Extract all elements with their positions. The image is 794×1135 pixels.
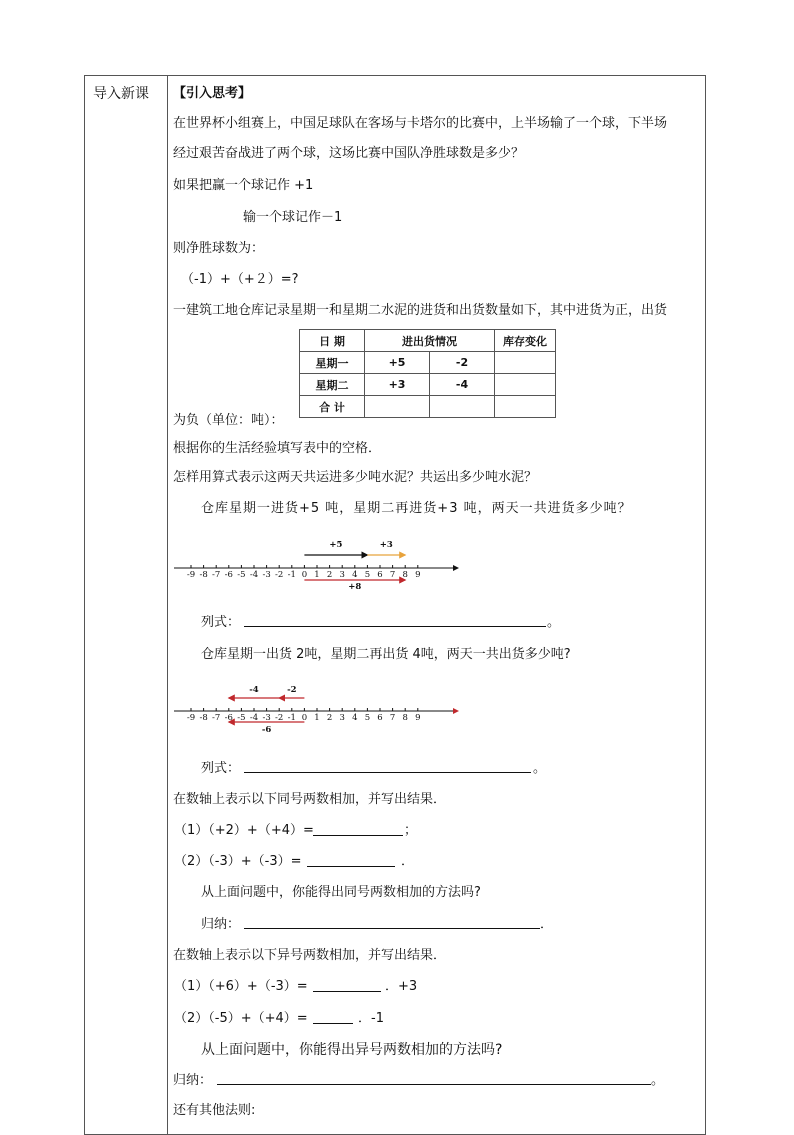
table-cell: [365, 396, 430, 418]
tick-label: 7: [389, 570, 396, 580]
question-1-end: ；: [404, 823, 418, 838]
arrow-plus3-label: +3: [379, 540, 393, 550]
table-cell: +3: [365, 374, 430, 396]
tick-label: 5: [364, 713, 371, 723]
lesson-table: [84, 75, 706, 1135]
paragraph-12: 在数轴上表示以下同号两数相加，并写出结果．: [173, 792, 447, 807]
tick-label: -3: [262, 570, 271, 580]
tick-label: -9: [186, 713, 196, 723]
tick-label: -1: [287, 713, 296, 723]
tick-label: 1: [314, 570, 320, 580]
table-cell: [495, 352, 556, 374]
left-cell-label: 导入新课: [93, 86, 149, 102]
tick-label: -6: [224, 713, 233, 723]
tick-label: 7: [389, 713, 396, 723]
arrow-plus5-label: +5: [329, 540, 343, 550]
tick-label: -6: [224, 570, 233, 580]
table-cell: [430, 396, 495, 418]
question-2-end: ．: [401, 854, 415, 869]
tick-label: -7: [212, 570, 221, 580]
question-4: （2）（-5）+（+4）=: [174, 1011, 308, 1026]
tick-label: 6: [377, 570, 383, 580]
number-line-2: [170, 682, 470, 742]
tick-label: 4: [352, 713, 358, 723]
tick-label: -2: [275, 570, 284, 580]
tick-label: 0: [301, 570, 308, 580]
arrow-minus2-label: -2: [287, 685, 297, 695]
summary-2-end: 。: [651, 1073, 665, 1088]
tick-label: 4: [352, 570, 358, 580]
tick-label: 6: [377, 713, 383, 723]
table-cell: -2: [430, 352, 495, 374]
tick-label: 5: [364, 570, 371, 580]
table-header-flow: 进出货情况: [365, 330, 495, 352]
question-1-blank[interactable]: [313, 823, 403, 836]
paragraph-1-line-2: 经过艰苦奋战进了两个球，这场比赛中国队净胜球数是多少？: [173, 146, 525, 161]
tick-label: -3: [262, 713, 271, 723]
tick-label: 2: [326, 713, 333, 723]
tick-label: 9: [415, 570, 421, 580]
summary-1-blank[interactable]: [244, 916, 540, 929]
heading: 【引入思考】: [173, 86, 252, 101]
table-cell: [495, 396, 556, 418]
summary-1-label: 归纳：: [201, 917, 241, 932]
question-4-end: ．-1: [358, 1011, 384, 1026]
table-cell: +5: [365, 352, 430, 374]
formula-1-blank[interactable]: [244, 614, 546, 627]
question-2: （2）（-3）+（-3）=: [174, 854, 302, 869]
paragraph-4: 则净胜球数为：: [173, 241, 265, 256]
question-2-blank[interactable]: [307, 854, 395, 867]
formula-1-end: 。: [547, 615, 561, 630]
summary-2-label: 归纳：: [173, 1073, 213, 1088]
paragraph-16: 还有其他法则:: [173, 1103, 256, 1118]
paragraph-8: 根据你的生活经验填写表中的空格．: [173, 441, 382, 456]
formula-1-label: 列式：: [201, 615, 241, 630]
formula-2-label: 列式：: [201, 761, 241, 776]
paragraph-9: 怎样用算式表示这两天共运进多少吨水泥？共运出多少吨水泥？: [173, 470, 538, 485]
question-3: （1）（+6）+（-3）=: [174, 979, 308, 994]
tick-label: -4: [249, 570, 259, 580]
table-cell: 星期一: [300, 352, 365, 374]
formula-2-end: 。: [533, 761, 547, 776]
formula-2-blank[interactable]: [244, 760, 531, 773]
paragraph-14: 在数轴上表示以下异号两数相加，并写出结果．: [173, 948, 447, 963]
tick-label: -8: [199, 713, 208, 723]
question-4-blank[interactable]: [313, 1011, 353, 1024]
tick-label: 8: [402, 570, 408, 580]
paragraph-15: 从上面问题中，你能得出异号两数相加的方法吗?: [201, 1042, 503, 1058]
paragraph-13: 从上面问题中，你能得出同号两数相加的方法吗?: [201, 885, 481, 900]
stock-table: [299, 329, 556, 418]
tick-label: -8: [199, 570, 208, 580]
paragraph-7: 为负（单位：吨）：: [173, 413, 284, 428]
tick-label: 0: [301, 713, 308, 723]
tick-label: -2: [275, 713, 284, 723]
arrow-minus6-label: -6: [261, 725, 272, 735]
tick-label: 8: [402, 713, 408, 723]
tick-label: 2: [326, 570, 333, 580]
paragraph-6: 一建筑工地仓库记录星期一和星期二水泥的进货和出货数量如下，其中进货为正，出货: [173, 303, 668, 318]
question-3-end: ．+3: [385, 979, 418, 994]
table-header-date: 日 期: [300, 330, 365, 352]
question-1: （1）（+2）+（+4）=: [174, 823, 314, 838]
tick-label: -7: [212, 713, 221, 723]
tick-label: -5: [237, 570, 246, 580]
table-cell: 合 计: [300, 396, 365, 418]
tick-label: -9: [186, 570, 196, 580]
paragraph-3: 输一个球记作－1: [243, 210, 343, 225]
tick-label: -4: [249, 713, 259, 723]
summary-2-blank[interactable]: [217, 1072, 651, 1085]
tick-label: -5: [237, 713, 246, 723]
paragraph-5: （-1）+（+２）=?: [181, 272, 299, 287]
table-cell: -4: [430, 374, 495, 396]
column-divider: [167, 75, 168, 1135]
tick-label: 9: [415, 713, 421, 723]
tick-label: 3: [339, 713, 345, 723]
table-header-stock: 库存变化: [495, 330, 556, 352]
question-3-blank[interactable]: [313, 979, 381, 992]
tick-label: 3: [339, 570, 345, 580]
number-line-1: [170, 535, 470, 595]
paragraph-10: 仓库星期一进货+5 吨，星期二再进货+3 吨，两天一共进货多少吨？: [201, 501, 632, 516]
arrow-minus4-label: -4: [249, 685, 259, 695]
summary-1-end: ．: [540, 917, 554, 932]
tick-label: 1: [314, 713, 320, 723]
paragraph-1-line-1: 在世界杯小组赛上，中国足球队在客场与卡塔尔的比赛中，上半场输了一个球，下半场: [173, 116, 668, 131]
table-cell: 星期二: [300, 374, 365, 396]
paragraph-2: 如果把赢一个球记作 +1: [173, 178, 314, 193]
arrow-plus8-label: +8: [348, 582, 362, 592]
tick-label: -1: [287, 570, 296, 580]
paragraph-11: 仓库星期一出货 2吨，星期二再出货 4吨，两天一共出货多少吨?: [201, 647, 571, 662]
table-cell: [495, 374, 556, 396]
